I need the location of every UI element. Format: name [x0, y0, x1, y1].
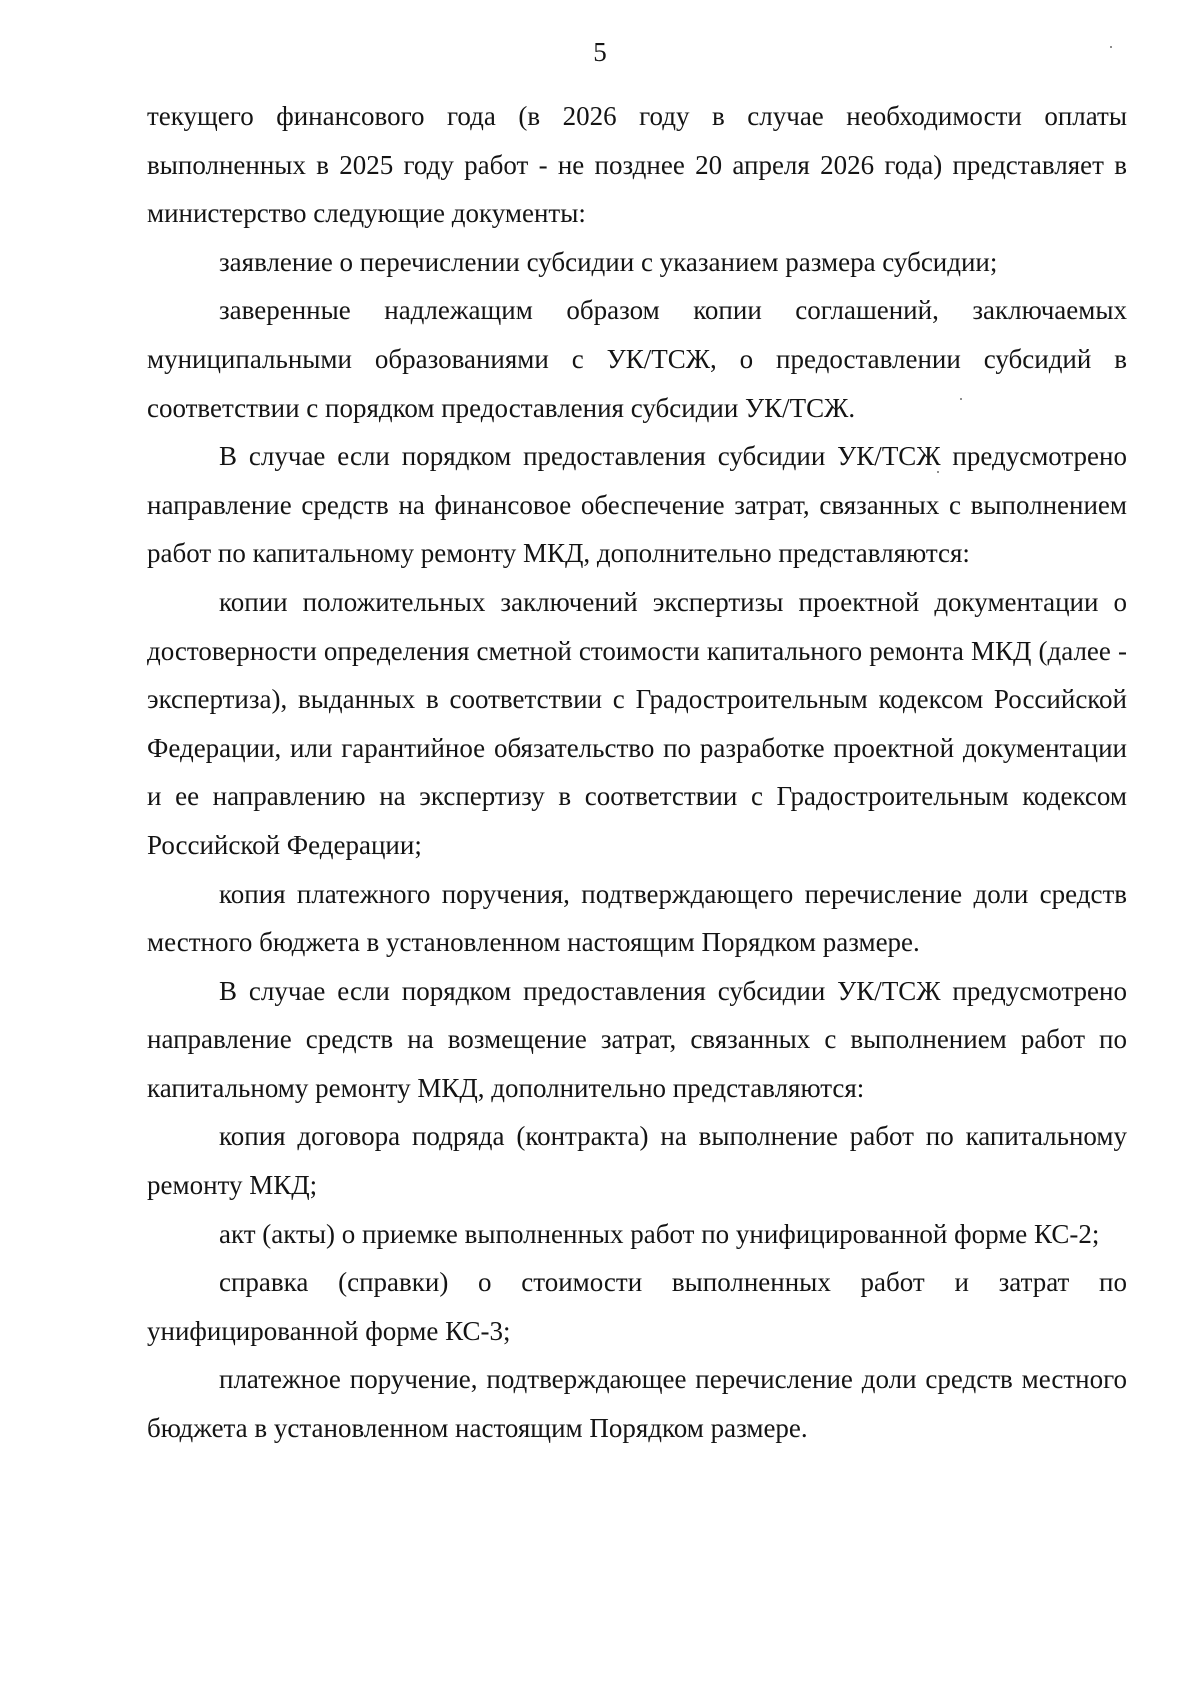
- list-item-ks2-act: акт (акты) о приемке выполненных работ по унифицированной форме КС-2;: [219, 1218, 1100, 1249]
- scan-speck: [1110, 46, 1112, 48]
- page-number: 5: [593, 37, 607, 67]
- list-item-application: заявление о перечислении субсидии с указанием размера субсидии;: [219, 246, 998, 277]
- paragraph-continuation: текущего финансового года (в 2026 году в случае необходимости оплаты выполненных в 2025 году работ - не позднее 20 апреля 2026 года) представляет в министерство следующие документы:: [147, 101, 1127, 229]
- list-item-payment-order-copy: копия платежного поручения, подтверждающего перечисление доли средств местного бюджета в установленном настоящим Порядком размере.: [147, 878, 1127, 958]
- document-body: [147, 92, 1127, 1453]
- scan-speck: [960, 398, 962, 400]
- list-item-contract-copy: копия договора подряда (контракта) на выполнение работ по капитальному ремонту МКД;: [147, 1121, 1127, 1201]
- list-item-expertise-conclusions: копии положительных заключений экспертизы проектной документации о достоверности определения сметной стоимости капитального ремонта МКД (далее - экспертиза), выданных в соответствии с Градостроительным кодексом Российской Федерации, или гарантийное обязательство по разработке проектной документации и ее направлению на экспертизу в соответствии с Градостроительным кодексом Российской Федерации;: [147, 586, 1127, 860]
- list-item-ks3-certificate: справка (справки) о стоимости выполненных работ и затрат по унифицированной форме КС-3;: [147, 1267, 1127, 1346]
- list-item-agreement-copies: заверенные надлежащим образом копии соглашений, заключаемых муниципальными образованиями с УК/ТСЖ, о предоставлении субсидий в соответствии с порядком предоставления субсидии УК/ТСЖ.: [147, 295, 1127, 423]
- list-item-payment-order: платежное поручение, подтверждающее перечисление доли средств местного бюджета в установленном настоящим Порядком размере.: [147, 1364, 1127, 1444]
- paragraph-financial-support-case: В случае если порядком предоставления субсидии УК/ТСЖ предусмотрено направление средств на финансовое обеспечение затрат, связанных с выполнением работ по капитальному ремонту МКД, дополнительно представляются:: [147, 441, 1127, 569]
- scan-speck: [937, 471, 939, 473]
- paragraph-reimbursement-case: В случае если порядком предоставления субсидии УК/ТСЖ предусмотрено направление средств на возмещение затрат, связанных с выполнением работ по капитальному ремонту МКД, дополнительно представляются:: [147, 975, 1127, 1103]
